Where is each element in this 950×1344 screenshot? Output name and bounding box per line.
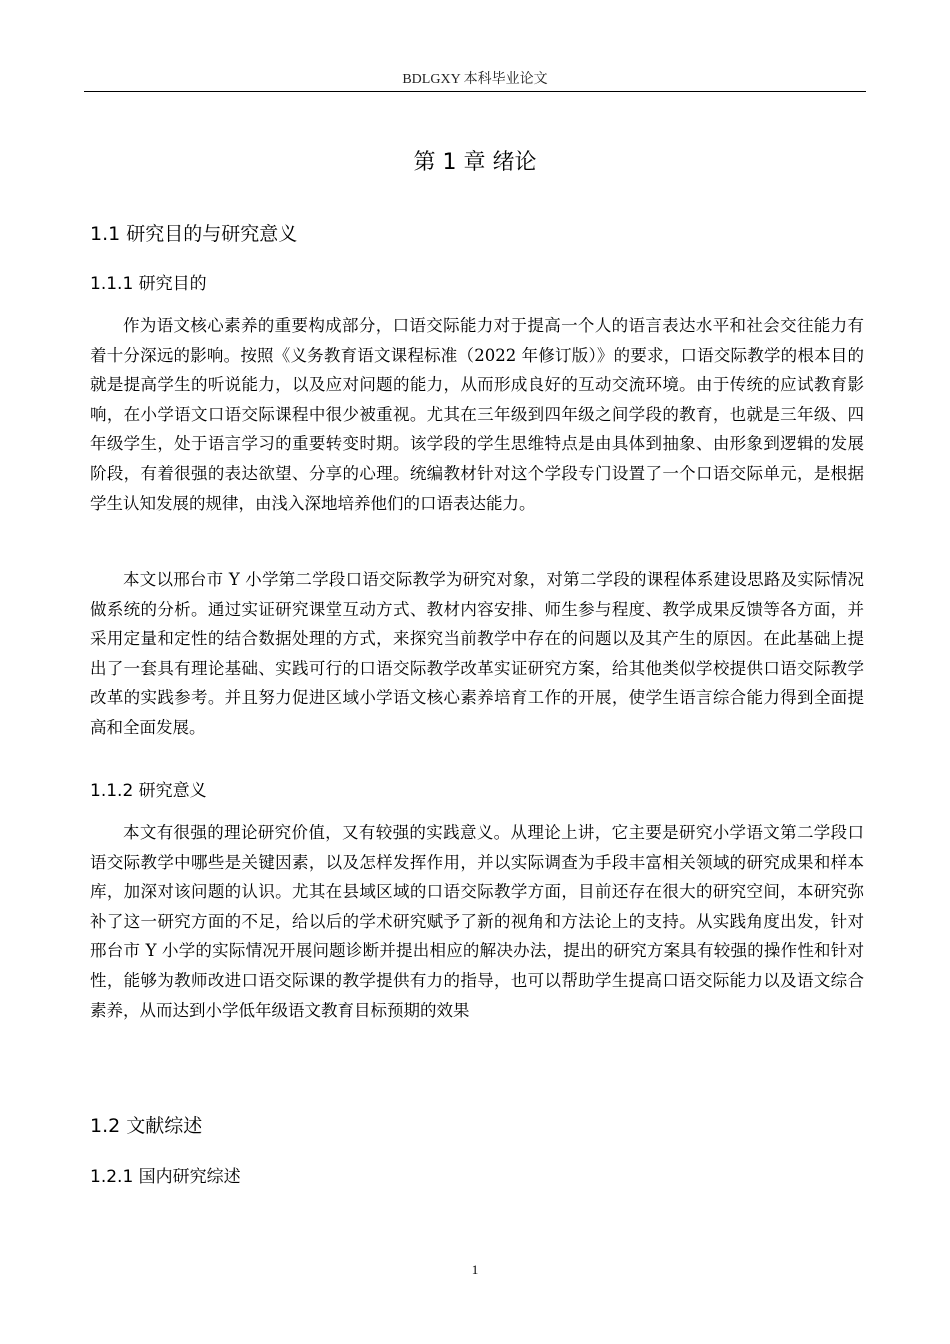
section-heading-1-1-1: 1.1.1 研究目的 (90, 274, 207, 294)
section-heading-1-2: 1.2 文献综述 (90, 1115, 203, 1137)
paragraph-significance: 本文有很强的理论研究价值，又有较强的实践意义。从理论上讲，它主要是研究小学语文第二学段口语交际教学中哪些是关键因素，以及怎样发挥作用，并以实际调查为手段丰富相关领域的研究成果和样本库，加深对该问题的认识。尤其在县域区域的口语交际教学方面，目前还存在很大的研究空间，本研究弥补了这一研究方面的不足，给以后的学术研究赋予了新的视角和方法论上的支持。从实践角度出发，针对邢台市 Y 小学的实际情况开展问题诊断并提出相应的解决办法，提出的研究方案具有较强的操作性和针对性，能够为教师改进口语交际课的教学提供有力的指导，也可以帮助学生提高口语交际能力以及语文综合素养，从而达到小学低年级语文教育目标预期的效果 (90, 823, 864, 1020)
header-rule (84, 91, 866, 92)
section-heading-1-1: 1.1 研究目的与研究意义 (90, 223, 298, 245)
paragraph-purpose-1: 作为语文核心素养的重要构成部分，口语交际能力对于提高一个人的语言表达水平和社会交往能力有着十分深远的影响。按照《义务教育语文课程标准（2022 年修订版）》的要求，口语交际教学的根本目的就是提高学生的听说能力，以及应对问题的能力，从而形成良好的互动交流环境。由于传统的应试教育影响，在小学语文口语交际课程中很少被重视。尤其在三年级到四年级之间学段的教育，也就是三年级、四年级学生，处于语言学习的重要转变时期。该学段的学生思维特点是由具体到抽象、由形象到逻辑的发展阶段，有着很强的表达欲望、分享的心理。统编教材针对这个学段专门设置了一个口语交际单元，是根据学生认知发展的规律，由浅入深地培养他们的口语表达能力。 (90, 316, 864, 513)
paragraph-purpose-2: 本文以邢台市 Y 小学第二学段口语交际教学为研究对象，对第二学段的课程体系建设思路及实际情况做系统的分析。通过实证研究课堂互动方式、教材内容安排、师生参与程度、教学成果反馈等各方面，并采用定量和定性的结合数据处理的方式，来探究当前教学中存在的问题以及其产生的原因。在此基础上提出了一套具有理论基础、实践可行的口语交际教学改革实证研究方案，给其他类似学校提供口语交际教学改革的实践参考。并且努力促进区域小学语文核心素养培育工作的开展，使学生语言综合能力得到全面提高和全面发展。 (90, 570, 864, 737)
chapter-title: 第 1 章 绪论 (413, 150, 537, 175)
running-header: BDLGXY 本科毕业论文 (402, 72, 548, 87)
section-heading-1-2-1: 1.2.1 国内研究综述 (90, 1167, 241, 1187)
page-number: 1 (471, 1262, 479, 1277)
section-heading-1-1-2: 1.1.2 研究意义 (90, 781, 207, 801)
